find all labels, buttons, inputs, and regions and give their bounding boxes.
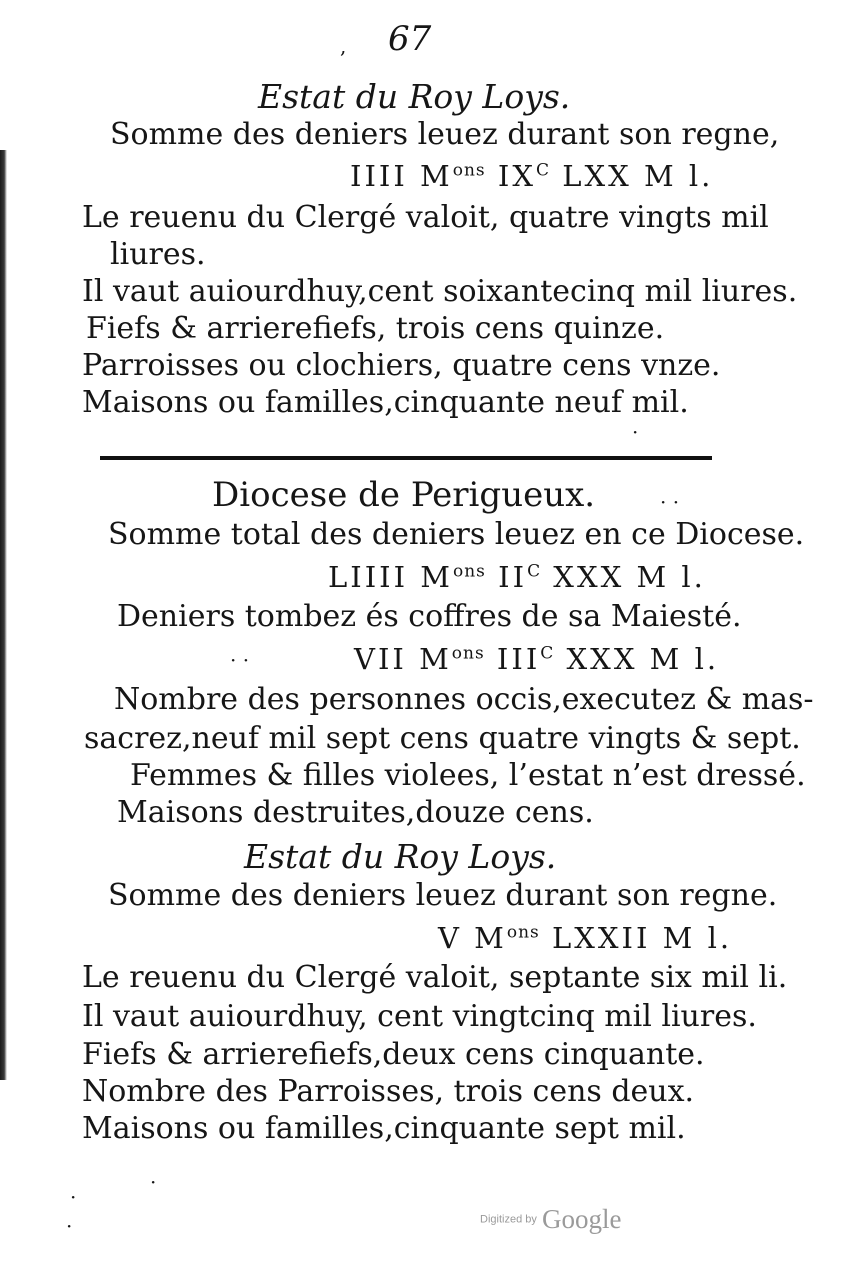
section3-sum: V $M^{ons}$ LXXII M l. — [438, 921, 733, 955]
section2-sum-1: LIIII $M^{ons}$ $II^C$ XXX M l. — [328, 560, 706, 594]
section2-heading: Diocese de Perigueux. — [212, 475, 596, 515]
section3-line-5: Nombre des Parroisses, trois cens deux. — [82, 1074, 695, 1109]
watermark-prefix: Digitized by — [480, 1213, 537, 1226]
section1-line-1: Somme des deniers leuez durant son regne, — [110, 117, 780, 152]
section1-line-4: Il vaut auiourdhuy,cent soixantecinq mil liures. — [82, 274, 798, 309]
section3-heading: Estat du Roy Loys. — [244, 837, 557, 876]
section2-line-3: Nombre des personnes occis,executez & mas- — [114, 682, 814, 717]
section3-line-4: Fiefs & arrierefiefs,deux cens cinquante. — [82, 1037, 705, 1072]
google-watermark — [480, 1204, 621, 1235]
section2-line-4: sacrez,neuf mil sept cens quatre vingts & sept. — [84, 721, 801, 756]
section2-line-5: Femmes & filles violees, l’estat n’est dressé. — [130, 758, 806, 793]
page-number: 67 — [388, 19, 432, 59]
section3-line-3: Il vaut auiourdhuy, cent vingtcinq mil liures. — [82, 999, 757, 1034]
google-logo: Google — [541, 1204, 622, 1234]
section1-line-5: Fiefs & arrierefiefs, trois cens quinze. — [86, 311, 665, 346]
scan-speck: · · — [230, 648, 250, 672]
section2-line-2: Deniers tombez és coffres de sa Maiesté. — [117, 599, 742, 634]
section3-line-2: Le reuenu du Clergé valoit, septante six mil li. — [82, 960, 788, 995]
section-divider — [100, 456, 712, 460]
section1-line-7: Maisons ou familles,cinquante neuf mil. — [82, 385, 689, 420]
scan-speck: · — [632, 420, 639, 444]
scan-speck: · — [150, 1170, 157, 1194]
section2-line-1: Somme total des deniers leuez en ce Diocese. — [108, 517, 805, 552]
section1-sum: IIII $M^{ons}$ $IX^C$ LXX M l. — [350, 159, 714, 193]
section1-line-6: Parroisses ou clochiers, quatre cens vnze. — [82, 348, 721, 383]
section3-line-6: Maisons ou familles,cinquante sept mil. — [82, 1111, 686, 1146]
section1-line-2: Le reuenu du Clergé valoit, quatre vingts mil — [82, 200, 769, 235]
section3-line-1: Somme des deniers leuez durant son regne. — [108, 878, 778, 913]
page-edge-shadow — [0, 150, 7, 1080]
section2-line-6: Maisons destruites,douze cens. — [117, 795, 594, 830]
scan-speck: · — [70, 1185, 77, 1209]
section1-heading: Estat du Roy Loys. — [258, 77, 571, 116]
scan-speck: · — [66, 1214, 73, 1238]
section1-line-3: liures. — [110, 237, 206, 272]
section2-sum-2: VII $M^{ons}$ $III^C$ XXX M l. — [354, 642, 720, 676]
scan-speck: · · — [660, 490, 680, 514]
scan-speck: , — [340, 34, 347, 58]
